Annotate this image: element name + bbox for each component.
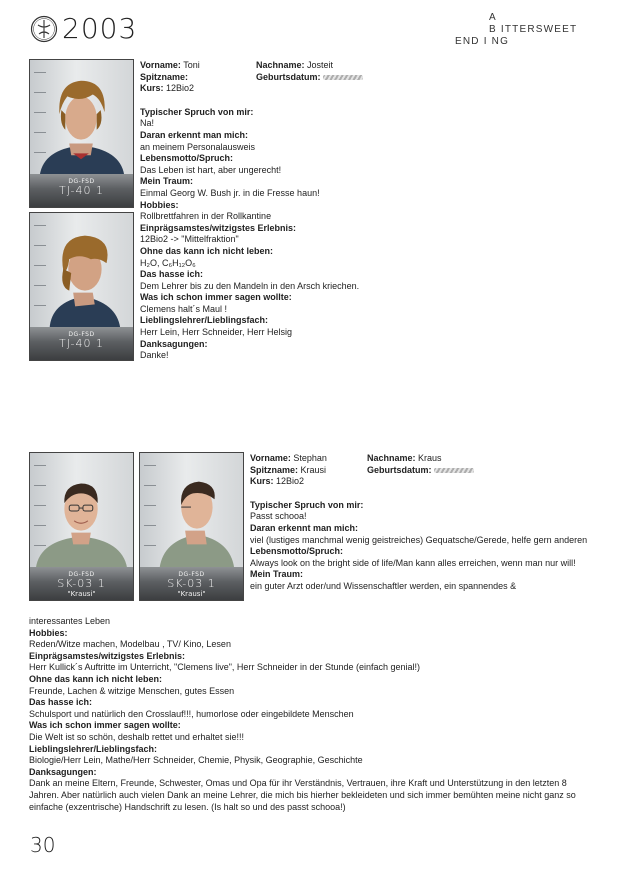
- student2-questionnaire: [29, 628, 595, 814]
- student1-photo-front: [29, 59, 134, 208]
- section-label: Danksagungen:: [140, 338, 208, 349]
- section-label: Was ich schon immer sagen wollte:: [29, 720, 181, 731]
- student1-portrait-front: [30, 60, 133, 176]
- section-label: Lieblingslehrer/Lieblingsfach:: [29, 743, 158, 754]
- section-label: Lebensmotto/Spruch:: [140, 153, 234, 164]
- section-label: Daran erkennt man mich:: [140, 129, 249, 140]
- last-name-field: Nachname: Kraus: [367, 453, 442, 463]
- section-label: Ohne das kann ich nicht leben:: [140, 245, 274, 256]
- section-value: Clemens halt´s Maul !: [140, 303, 228, 314]
- brand-line-3: END I NG: [455, 36, 510, 47]
- redacted-scribble: [323, 75, 363, 80]
- photo-nameplate: DG-FSD TJ-40 1: [30, 174, 133, 207]
- section-label: Lebensmotto/Spruch:: [250, 546, 344, 557]
- photo-number: TJ-40 1: [58, 184, 105, 197]
- section-value: an meinem Personalausweis: [140, 141, 256, 152]
- nickname-field: Spitzname:: [140, 71, 189, 82]
- section-value: Die Welt ist so schön, deshalb rettet und erhaltet sie!!!: [29, 731, 244, 742]
- course-field: Kurs: 12Bio2: [250, 476, 305, 487]
- section-value: Einmal Georg W. Bush jr. in die Fresse haun!: [140, 187, 320, 198]
- section-value: Das Leben ist hart, aber ungerecht!: [140, 164, 282, 175]
- student2-photo-profile: DG-FSD SK-03 1 "Krausi": [139, 452, 244, 601]
- brand-line-1: A: [489, 12, 497, 23]
- section-value: Passt schooa!: [250, 511, 307, 522]
- section-value: 12Bio2 -> "Mittelfraktion": [140, 234, 239, 245]
- section-value: Freunde, Lachen & witzige Menschen, gutes Essen: [29, 685, 235, 696]
- section-value: Danke!: [140, 350, 169, 361]
- brand-line-2: B ITTERSWEET: [489, 24, 578, 35]
- section-label: Daran erkennt man mich:: [250, 522, 359, 533]
- section-value: Rollbrettfahren in der Rollkantine: [140, 211, 272, 222]
- last-name-field: Nachname: Josteit: [256, 60, 334, 70]
- section-label: Hobbies:: [29, 627, 68, 638]
- section-label: Einprägsamstes/witzigstes Erlebnis:: [140, 222, 297, 233]
- student2-profile-bottom: [29, 616, 595, 813]
- section-label: Was ich schon immer sagen wollte:: [140, 292, 292, 303]
- section-value: Na!: [140, 118, 155, 129]
- section-label: Mein Traum:: [140, 176, 194, 187]
- section-value: ein guter Arzt oder/und Wissenschaftler werden, ein spannendes &: [250, 580, 517, 591]
- section-value: Dank an meine Eltern, Freunde, Schwester, Omas und Opa für ihr Verständnis, Vertrauen, ihre Kraft und Unterstützung in den letzten 8 Jahren. Aber natürlich auch vielen Dank an meine Lehrer, die mich bis hierher bekleideten und sich immer bemühten meine nicht ganz so einfache (exzentrische) Handschrift zu lesen. (Is halt so und des passt schooa!): [29, 778, 576, 812]
- section-value: Always look on the bright side of life/Man kann alles erreichen, wenn man nur will!: [250, 557, 576, 568]
- section-label: Das hasse ich:: [140, 269, 204, 280]
- student2-portrait-profile: [140, 453, 243, 569]
- redacted-scribble: [434, 468, 474, 473]
- student2-photo-front: DG-FSD SK-03 1 "Krausi": [29, 452, 134, 601]
- section-label: Das hasse ich:: [29, 697, 93, 708]
- student1-questionnaire: [140, 107, 600, 362]
- section-label: Lieblingslehrer/Lieblingsfach:: [140, 315, 269, 326]
- section-label: Ohne das kann ich nicht leben:: [29, 673, 163, 684]
- course-field: Kurs: 12Bio2: [140, 83, 195, 94]
- section-value: Herr Kullick´s Auftritte im Unterricht, "Clemens live", Herr Schneider in der Stunde (einfach genial!): [29, 662, 421, 673]
- section-label: Typischer Spruch von mir:: [140, 106, 254, 117]
- section-value: viel (lustiges manchmal wenig geistreiches) Gequatsche/Gerede, helfe gern anderen: [250, 534, 588, 545]
- nickname-field: Spitzname: Krausi: [250, 464, 327, 475]
- bittersweet-ending-logo: [455, 12, 605, 48]
- student1-profile: [140, 60, 600, 362]
- section-value: Reden/Witze machen, Modelbau , TV/ Kino, Lesen: [29, 639, 231, 650]
- section-label: Danksagungen:: [29, 766, 97, 777]
- first-name-field: Vorname: Stephan: [250, 453, 327, 463]
- section-label: Hobbies:: [140, 199, 179, 210]
- section-label: Mein Traum:: [250, 569, 304, 580]
- logo-icon: [30, 15, 58, 43]
- year-title: 2003: [62, 12, 138, 45]
- section-value: Herr Lein, Herr Schneider, Herr Helsig: [140, 327, 293, 338]
- section-value: Schulsport und natürlich den Crosslauf!!!, humorlose oder eingebildete Menschen: [29, 708, 354, 719]
- section-value: Biologie/Herr Lein, Mathe/Herr Schneider, Chemie, Physik, Geographie, Geschichte: [29, 755, 363, 766]
- student1-photo-profile: DG-FSD TJ-40 1: [29, 212, 134, 361]
- section-value: Dem Lehrer bis zu den Mandeln in den Arsch kriechen.: [140, 280, 360, 291]
- birthdate-field: Geburtsdatum:: [367, 465, 474, 477]
- first-name-field: Vorname: Toni: [140, 60, 200, 70]
- student2-portrait-front: [30, 453, 133, 569]
- section-label: Typischer Spruch von mir:: [250, 499, 364, 510]
- page-number: 30: [30, 833, 56, 857]
- birthdate-field: Geburtsdatum:: [256, 72, 363, 84]
- student2-profile-top: [250, 453, 595, 593]
- student1-portrait-profile: [30, 213, 133, 329]
- section-value: H₂O, C₆H₁₂O₆: [140, 257, 196, 268]
- section-value: interessantes Leben: [29, 616, 111, 626]
- section-label: Einprägsamstes/witzigstes Erlebnis:: [29, 650, 186, 661]
